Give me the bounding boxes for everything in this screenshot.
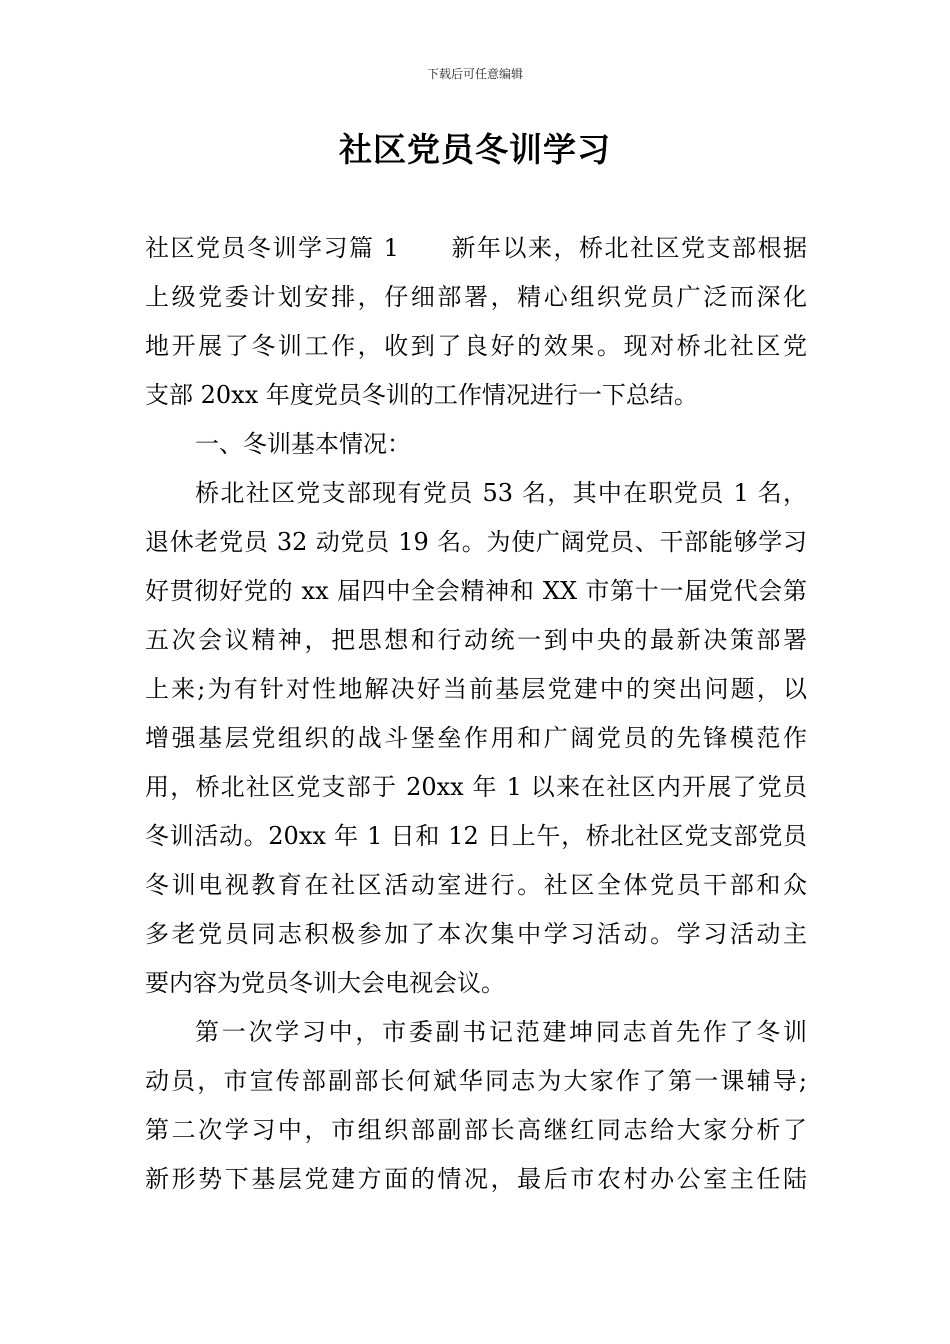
document-title: 社区党员冬训学习 (339, 130, 611, 169)
body-line: 第二次学习中，市组织部副部长高继红同志给大家分析了 (145, 1116, 807, 1144)
body-line: 要内容为党员冬训大会电视会议。 (145, 969, 505, 997)
body-line: 多老党员同志积极参加了本次集中学习活动。学习活动主 (145, 920, 807, 948)
body-line: 冬训活动。20xx 年 1 日和 12 日上午，桥北社区党支部党员 (145, 822, 807, 850)
body-line: 新形势下基层党建方面的情况，最后市农村办公室主任陆 (145, 1165, 807, 1193)
section-heading: 一、冬训基本情况： (195, 430, 411, 458)
body-line: 地开展了冬训工作，收到了良好的效果。现对桥北社区党 (145, 332, 807, 360)
body-line: 好贯彻好党的 xx 届四中全会精神和 XX 市第十一届党代会第 (145, 577, 807, 605)
body-line: 动员，市宣传部副部长何斌华同志为大家作了第一课辅导; (145, 1067, 807, 1095)
body-line: 用，桥北社区党支部于 20xx 年 1 以来在社区内开展了党员 (145, 773, 807, 801)
body-line: 第一次学习中，市委副书记范建坤同志首先作了冬训 (195, 1018, 807, 1046)
body-line: 五次会议精神，把思想和行动统一到中央的最新决策部署 (145, 626, 807, 654)
body-line: 冬训电视教育在社区活动室进行。社区全体党员干部和众 (145, 871, 807, 899)
body-line: 桥北社区党支部现有党员 53 名，其中在职党员 1 名， (195, 479, 807, 507)
body-line: 上级党委计划安排，仔细部署，精心组织党员广泛而深化 (145, 283, 807, 311)
body-line: 增强基层党组织的战斗堡垒作用和广阔党员的先锋模范作 (145, 724, 807, 752)
body-line: 退休老党员 32 动党员 19 名。为使广阔党员、干部能够学习 (145, 528, 807, 556)
body-line: 上来;为有针对性地解决好当前基层党建中的突出问题，以 (145, 675, 807, 703)
body-line: 社区党员冬训学习篇 1 新年以来，桥北社区党支部根据 (145, 234, 807, 262)
header-note: 下载后可任意编辑 (426, 67, 523, 81)
body-line: 支部 20xx 年度党员冬训的工作情况进行一下总结。 (145, 381, 698, 409)
document-body (145, 224, 807, 1204)
